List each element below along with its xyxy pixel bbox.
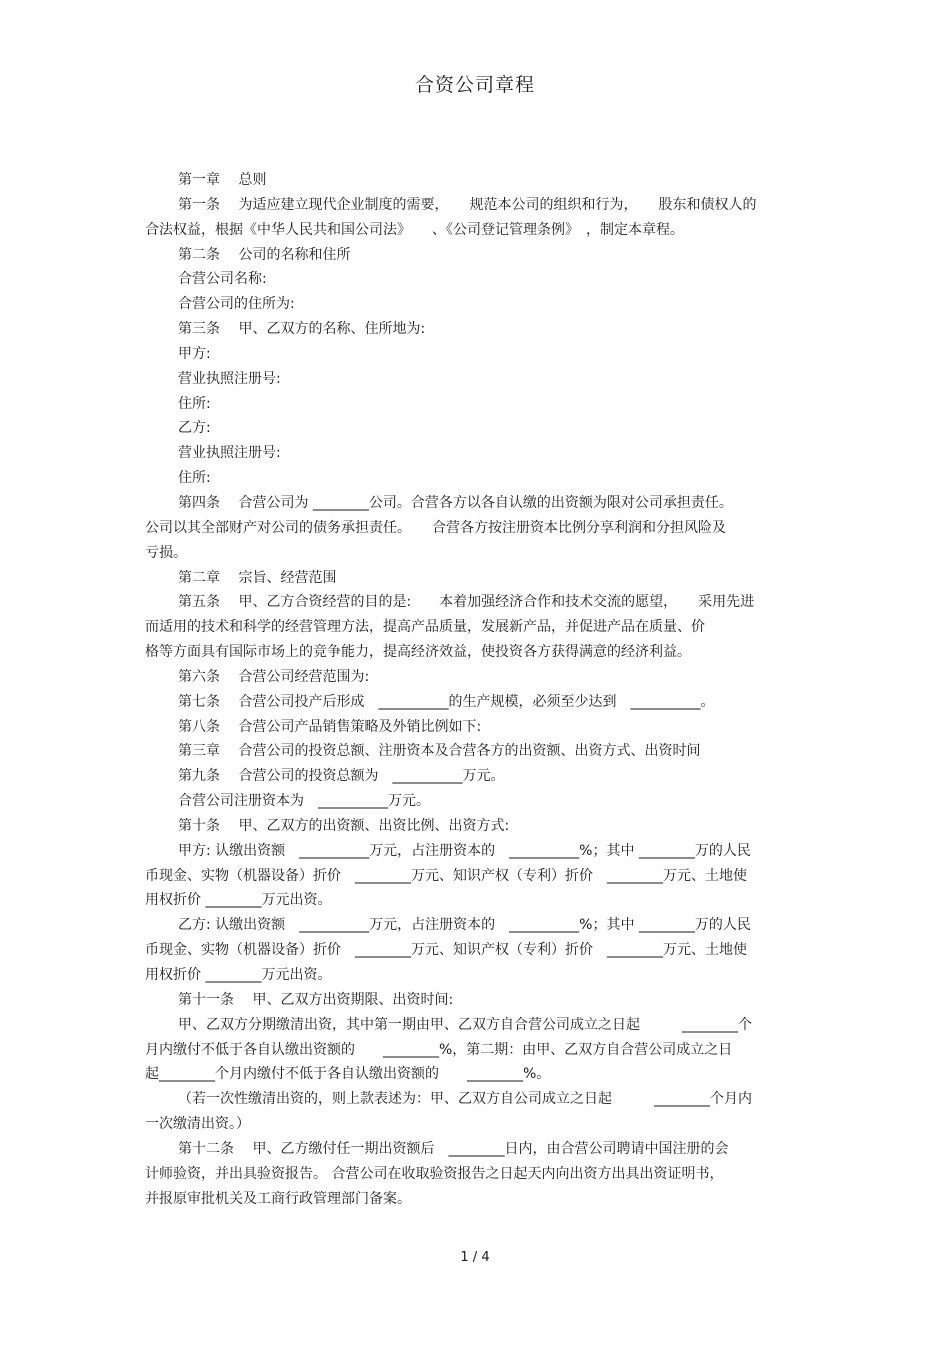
document-title: 合资公司章程 xyxy=(414,74,535,96)
text-line: 第二章 宗旨、经营范围 xyxy=(178,569,337,586)
text-line: 第十一条 甲、乙双方出资期限、出资时间: xyxy=(178,991,454,1008)
text-line: 第六条 合营公司经营范围为: xyxy=(178,668,370,685)
page-number: 1 / 4 xyxy=(460,1250,490,1265)
text-line: 第十二条 甲、乙方缴付任一期出资额后 ________日内，由合营公司聘请中国注册的会 xyxy=(178,1140,729,1157)
text-line: 一次缴清出资。） xyxy=(145,1116,250,1133)
text-line: 起________个月内缴付不低于各自认缴出资额的 ________%。 xyxy=(145,1066,551,1083)
text-line: 乙方: 认缴出资额 __________万元，占注册资本的 __________%；其中 ________万的人民 xyxy=(178,917,751,934)
text-line: 合营公司的住所为: xyxy=(178,296,295,313)
text-line: 合营公司名称: xyxy=(178,271,267,288)
text-line: 月内缴付不低于各自认缴出资额的 ________%，第二期：由甲、乙双方自合营公司成立之日 xyxy=(145,1041,733,1058)
text-line: 第十条 甲、乙双方的出资额、出资比例、出资方式: xyxy=(178,817,510,834)
text-line: 乙方: xyxy=(178,420,211,437)
text-line: 住所: xyxy=(178,395,211,412)
text-line: 第一章 总则 xyxy=(178,172,267,188)
text-line: 第三条 甲、乙双方的名称、住所地为: xyxy=(178,321,426,338)
document-body xyxy=(145,168,810,1211)
text-line: 币现金、实物（机器设备）折价 ________万元、知识产权（专利）折价 ________万元、土地使 xyxy=(145,867,747,884)
text-line: （若一次性缴清出资的，则上款表述为：甲、乙双方自公司成立之日起 ________个月内 xyxy=(178,1091,752,1108)
text-line: 用权折价 ________万元出资。 xyxy=(145,892,332,909)
text-line: 合营公司注册资本为 __________万元。 xyxy=(178,793,430,810)
text-line: 计师验资，并出具验资报告。 合营公司在收取验资报告之日起天内向出资方出具出资证明书， xyxy=(145,1165,724,1182)
text-line: 第八条 合营公司产品销售策略及外销比例如下: xyxy=(178,718,482,735)
text-line: 第三章 合营公司的投资总额、注册资本及合营各方的出资额、出资方式、出资时间 xyxy=(178,743,701,760)
text-line: 亏损。 xyxy=(145,544,187,561)
text-line: 币现金、实物（机器设备）折价 ________万元、知识产权（专利）折价 ________万元、土地使 xyxy=(145,942,747,959)
text-line: 营业执照注册号: xyxy=(178,445,281,462)
text-line: 合法权益，根据《中华人民共和国公司法》 、《公司登记管理条例》 ，制定本章程。 xyxy=(145,221,684,238)
text-line: 甲、乙双方分期缴清出资，其中第一期由甲、乙双方自合营公司成立之日起 ________个 xyxy=(178,1016,752,1033)
text-line: 第四条 合营公司为 ________公司。合营各方以各自认缴的出资额为限对公司承担责任。 xyxy=(178,494,733,511)
text-line: 而适用的技术和科学的经营管理方法，提高产品质量，发展新产品，并促进产品在质量、价 xyxy=(145,619,705,636)
text-line: 用权折价 ________万元出资。 xyxy=(145,967,332,983)
text-line: 第七条 合营公司投产后形成 __________的生产规模，必须至少达到 __________。 xyxy=(178,693,715,710)
text-line: 第九条 合营公司的投资总额为 __________万元。 xyxy=(178,768,505,785)
text-line: 营业执照注册号: xyxy=(178,370,281,387)
text-line: 第二条 公司的名称和住所 xyxy=(178,246,351,263)
text-line: 第一条 为适应建立现代企业制度的需要， 规范本公司的组织和行为， 股东和债权人的 xyxy=(178,196,757,213)
text-line: 住所: xyxy=(178,470,211,487)
text-line: 甲方: xyxy=(178,345,211,362)
text-line: 格等方面具有国际市场上的竞争能力，提高经济效益，使投资各方获得满意的经济利益。 xyxy=(145,644,691,661)
text-line: 并报原审批机关及工商行政管理部门备案。 xyxy=(145,1190,411,1207)
text-line: 甲方: 认缴出资额 __________万元，占注册资本的 __________%；其中 ________万的人民 xyxy=(178,842,751,859)
text-line: 第五条 甲、乙方合资经营的目的是: 本着加强经济合作和技术交流的愿望， 采用先进 xyxy=(178,594,755,611)
text-line: 公司以其全部财产对公司的债务承担责任。 合营各方按注册资本比例分享利润和分担风险及 xyxy=(145,519,726,536)
